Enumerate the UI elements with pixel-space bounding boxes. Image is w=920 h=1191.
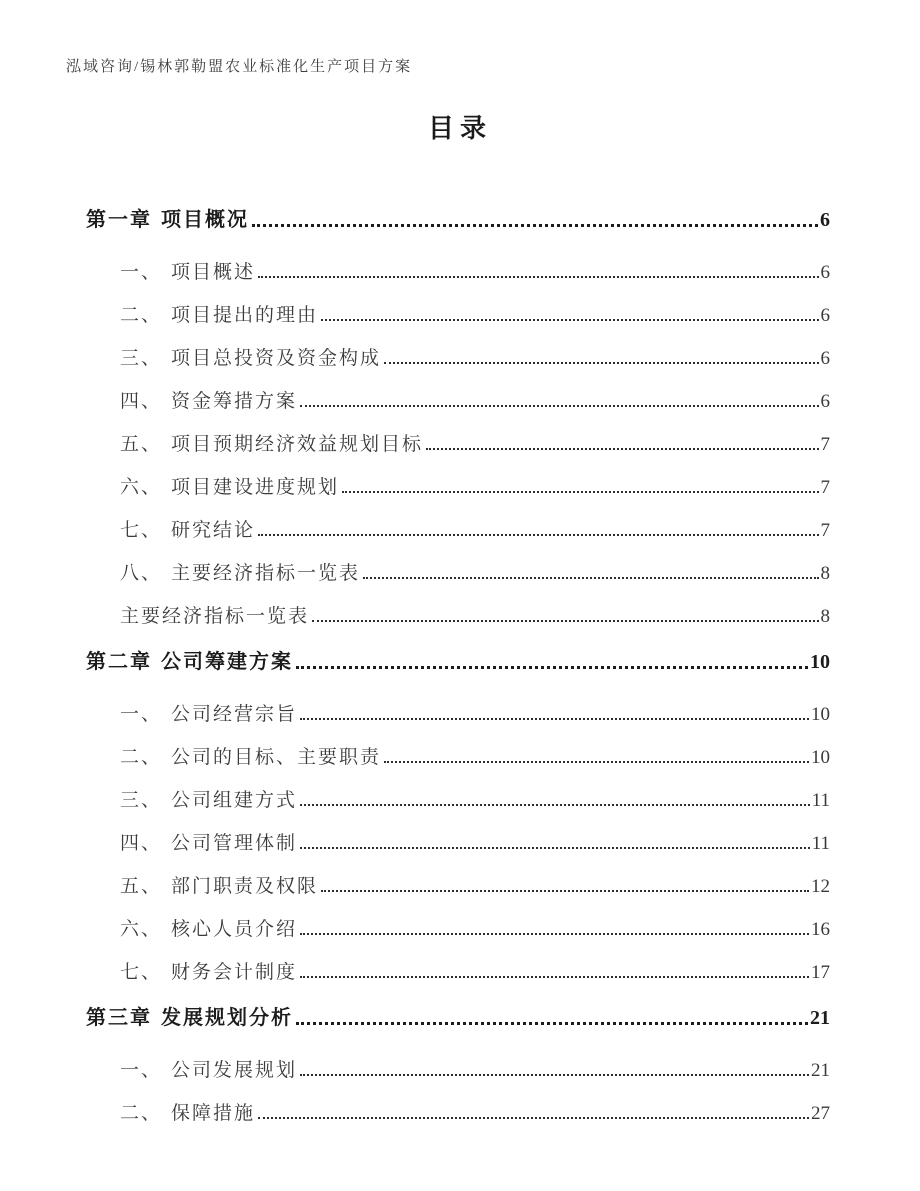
dot-leader xyxy=(300,405,818,407)
toc-item-row[interactable] xyxy=(86,542,830,585)
document-header: 泓域咨询/锡林郭勒盟农业标准化生产项目方案 xyxy=(66,59,413,75)
toc-chapter-row[interactable] xyxy=(86,189,830,232)
chapter-number: 第三章 xyxy=(86,1007,152,1029)
entry-title: 主要经济指标一览表 xyxy=(120,606,310,627)
table-of-contents xyxy=(0,189,920,1125)
dot-leader xyxy=(312,620,818,622)
entry-title: 公司管理体制 xyxy=(171,833,298,854)
entry-number: 七、 xyxy=(120,962,163,983)
toc-item-row[interactable] xyxy=(86,683,830,726)
toc-item-row[interactable] xyxy=(86,941,830,984)
dot-leader xyxy=(296,1022,808,1025)
chapter-title: 发展规划分析 xyxy=(161,1007,293,1029)
toc-item-row[interactable] xyxy=(86,499,830,542)
entry-number: 五、 xyxy=(120,434,163,455)
entry-number: 一、 xyxy=(120,1060,163,1081)
dot-leader xyxy=(426,448,818,450)
toc-item-row[interactable] xyxy=(86,370,830,413)
page-number: 6 xyxy=(820,391,830,412)
toc-item-row[interactable] xyxy=(86,898,830,941)
entry-number: 二、 xyxy=(120,305,163,326)
entry-number: 七、 xyxy=(120,520,163,541)
dot-leader xyxy=(296,666,808,669)
entry-title: 公司发展规划 xyxy=(171,1060,298,1081)
toc-item-row[interactable] xyxy=(86,413,830,456)
dot-leader xyxy=(300,976,809,978)
entry-number: 三、 xyxy=(120,790,163,811)
dot-leader xyxy=(300,933,809,935)
entry-title: 项目建设进度规划 xyxy=(171,477,340,498)
page-number: 27 xyxy=(811,1103,830,1124)
page-number: 7 xyxy=(820,477,830,498)
entry-title: 公司组建方式 xyxy=(171,790,298,811)
dot-leader xyxy=(321,319,818,321)
entry-title: 核心人员介绍 xyxy=(171,919,298,940)
page-number: 12 xyxy=(811,876,830,897)
dot-leader xyxy=(300,847,810,849)
toc-item-row[interactable] xyxy=(86,1039,830,1082)
toc-chapter-row[interactable] xyxy=(86,631,830,674)
chapter-title: 项目概况 xyxy=(161,209,249,231)
page-number: 6 xyxy=(820,209,830,231)
page-number: 6 xyxy=(820,305,830,326)
dot-leader xyxy=(258,534,818,536)
page-number: 10 xyxy=(810,651,830,673)
entry-title: 项目总投资及资金构成 xyxy=(171,348,382,369)
toc-item-row[interactable] xyxy=(86,769,830,812)
entry-number: 六、 xyxy=(120,919,163,940)
page-number: 8 xyxy=(820,606,830,627)
dot-leader xyxy=(300,718,809,720)
page-number: 6 xyxy=(820,262,830,283)
chapter-number: 第二章 xyxy=(86,651,152,673)
entry-title: 财务会计制度 xyxy=(171,962,298,983)
toc-item-row[interactable] xyxy=(86,1082,830,1125)
toc-item-row[interactable] xyxy=(86,284,830,327)
entry-number: 五、 xyxy=(120,876,163,897)
page-number: 17 xyxy=(811,962,830,983)
toc-chapter-row[interactable] xyxy=(86,987,830,1030)
toc-item-row[interactable] xyxy=(86,726,830,769)
dot-leader xyxy=(384,362,818,364)
dot-leader xyxy=(321,890,809,892)
page-number: 10 xyxy=(811,704,830,725)
entry-number: 二、 xyxy=(120,747,163,768)
dot-leader xyxy=(258,276,818,278)
chapter-number: 第一章 xyxy=(86,209,152,231)
page-number: 21 xyxy=(810,1007,830,1029)
toc-item-row[interactable] xyxy=(86,812,830,855)
page-number: 7 xyxy=(820,434,830,455)
dot-leader xyxy=(300,804,810,806)
entry-number: 二、 xyxy=(120,1103,163,1124)
entry-number: 一、 xyxy=(120,262,163,283)
toc-item-row[interactable] xyxy=(86,241,830,284)
entry-title: 部门职责及权限 xyxy=(171,876,319,897)
entry-title: 资金筹措方案 xyxy=(171,391,298,412)
dot-leader xyxy=(384,761,809,763)
entry-number: 六、 xyxy=(120,477,163,498)
entry-title: 项目提出的理由 xyxy=(171,305,319,326)
toc-title: 目录 xyxy=(427,114,492,143)
dot-leader xyxy=(363,577,818,579)
dot-leader xyxy=(342,491,818,493)
toc-item-row[interactable] xyxy=(86,327,830,370)
entry-title: 公司经营宗旨 xyxy=(171,704,298,725)
entry-title: 研究结论 xyxy=(171,520,256,541)
page-number: 7 xyxy=(820,520,830,541)
page-number: 8 xyxy=(820,563,830,584)
entry-number: 三、 xyxy=(120,348,163,369)
page-number: 21 xyxy=(811,1060,830,1081)
page-number: 16 xyxy=(811,919,830,940)
dot-leader xyxy=(252,224,818,227)
entry-title: 主要经济指标一览表 xyxy=(171,563,361,584)
entry-number: 四、 xyxy=(120,391,163,412)
entry-number: 八、 xyxy=(120,563,163,584)
page-number: 10 xyxy=(811,747,830,768)
toc-item-row[interactable] xyxy=(86,456,830,499)
page-number: 11 xyxy=(811,790,830,811)
chapter-title: 公司筹建方案 xyxy=(161,651,293,673)
entry-title: 公司的目标、主要职责 xyxy=(171,747,382,768)
entry-title: 项目概述 xyxy=(171,262,256,283)
toc-item-row[interactable] xyxy=(86,585,830,628)
dot-leader xyxy=(300,1074,809,1076)
entry-number: 一、 xyxy=(120,704,163,725)
toc-item-row[interactable] xyxy=(86,855,830,898)
entry-title: 项目预期经济效益规划目标 xyxy=(171,434,424,455)
entry-number: 四、 xyxy=(120,833,163,854)
dot-leader xyxy=(258,1117,809,1119)
entry-title: 保障措施 xyxy=(171,1103,256,1124)
page-number: 11 xyxy=(811,833,830,854)
page-number: 6 xyxy=(820,348,830,369)
